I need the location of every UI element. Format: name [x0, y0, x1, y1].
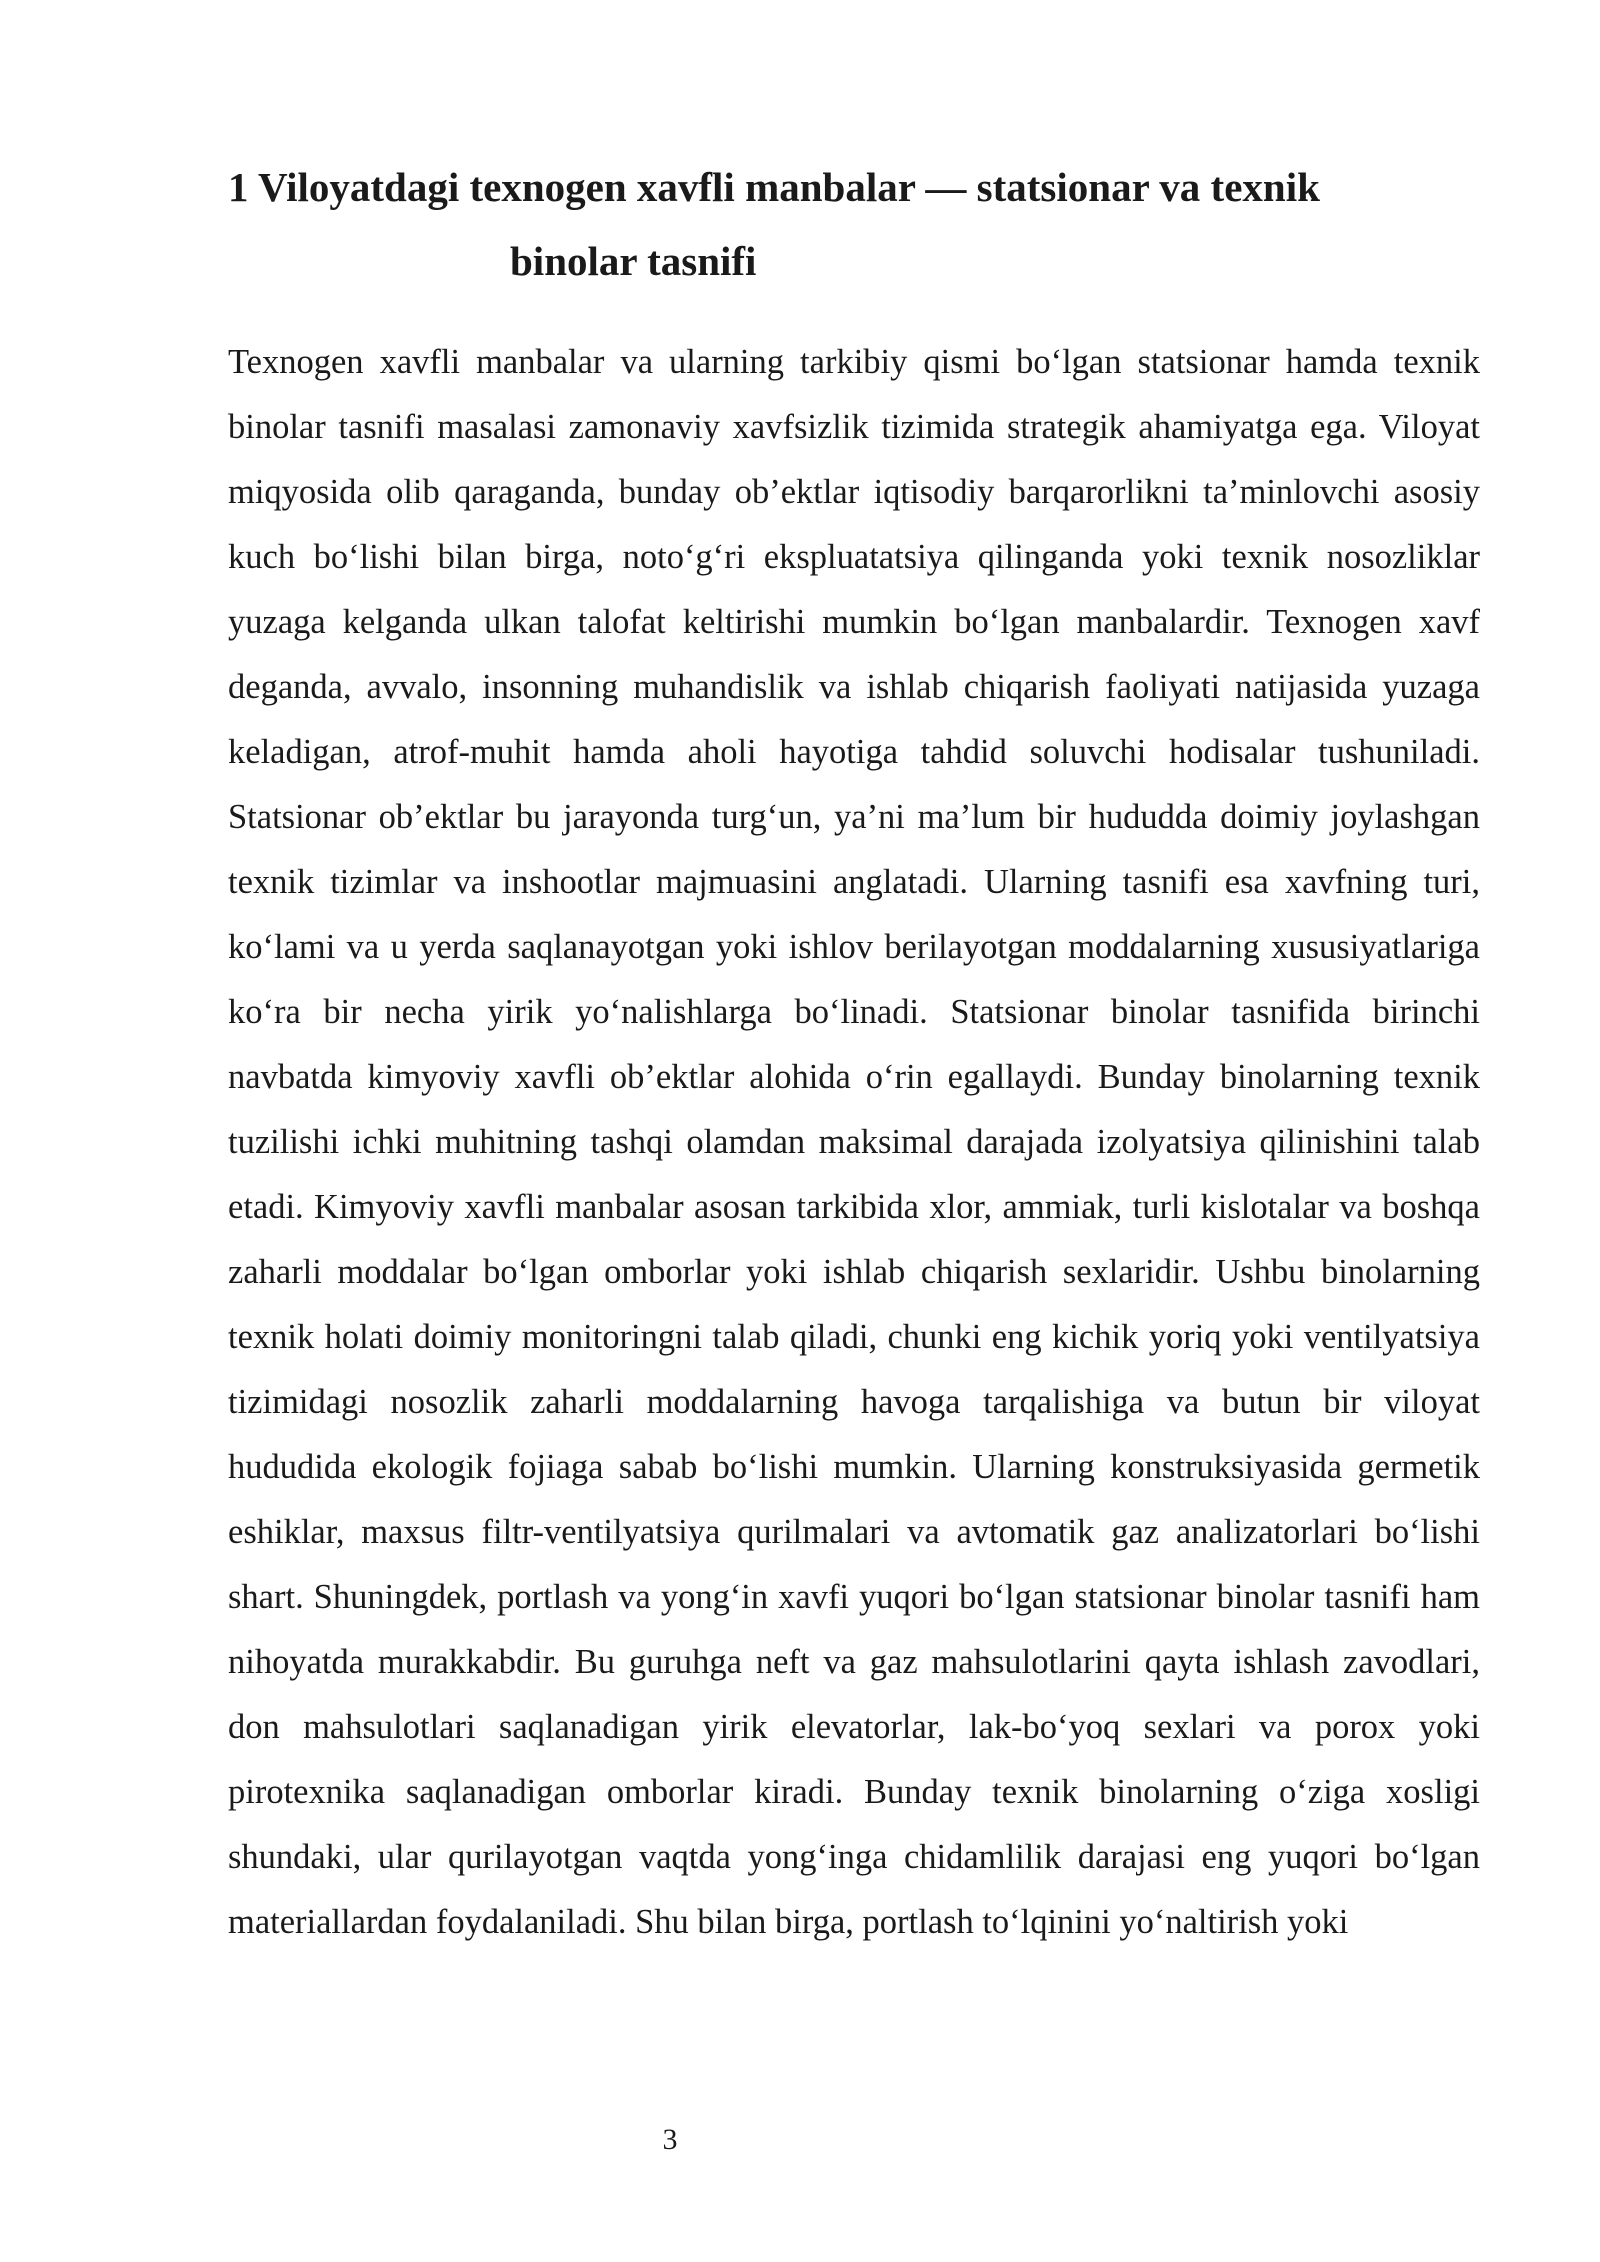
page-number: 3 [662, 2123, 678, 2156]
body-paragraph: Texnogen xavfli manbalar va ularning tarkibiy qismi bo‘lgan statsionar hamda texnik binolar tasnifi masalasi zamonaviy xavfsizlik tizimida strategik ahamiyatga ega. Viloyat miqyosida olib qaraganda, bunday ob’ektlar iqtisodiy barqarorlikni ta’minlovchi asosiy kuch bo‘lishi bilan birga, noto‘g‘ri ekspluatatsiya qilinganda yoki texnik nosozliklar yuzaga kelganda ulkan talofat keltirishi mumkin bo‘lgan manbalardir. Texnogen xavf deganda, avvalo, insonning muhandislik va ishlab chiqarish faoliyati natijasida yuzaga keladigan, atrof-muhit hamda aholi hayotiga tahdid soluvchi hodisalar tushuniladi. Statsionar ob’ektlar bu jarayonda turg‘un, ya’ni ma’lum bir hududda doimiy joylashgan texnik tizimlar va inshootlar majmuasini anglatadi. Ularning tasnifi esa xavfning turi, ko‘lami va u yerda saqlanayotgan yoki ishlov berilayotgan moddalarning xususiyatlariga ko‘ra bir necha yirik yo‘nalishlarga bo‘linadi. Statsionar binolar tasnifida birinchi navbatda kimyoviy xavfli ob’ektlar alohida o‘rin egallaydi. Bunday binolarning texnik tuzilishi ichki muhitning tashqi olamdan maksimal darajada izolyatsiya qilinishini talab etadi. Kimyoviy xavfli manbalar asosan tarkibida xlor, ammiak, turli kislotalar va boshqa zaharli moddalar bo‘lgan omborlar yoki ishlab chiqarish sexlaridir. Ushbu binolarning texnik holati doimiy monitoringni talab qiladi, chunki eng kichik yoriq yoki ventilyatsiya tizimidagi nosozlik zaharli moddalarning havoga tarqalishiga va butun bir viloyat hududida ekologik fojiaga sabab bo‘lishi mumkin. Ularning konstruksiyasida germetik eshiklar, maxsus filtr-ventilyatsiya qurilmalari va avtomatik gaz analizatorlari bo‘lishi shart. Shuningdek, portlash va yong‘in xavfi yuqori bo‘lgan statsionar binolar tasnifi ham nihoyatda murakkabdir. Bu guruhga neft va gaz mahsulotlarini qayta ishlash zavodlari, don mahsulotlari saqlanadigan yirik elevatorlar, lak-bo‘yoq sexlari va porox yoki pirotexnika saqlanadigan omborlar kiradi. Bunday texnik binolarning o‘ziga xosligi shundaki, ular qurilayotgan vaqtda yong‘inga chidamlilik darajasi eng yuqori bo‘lgan materiallardan foydalaniladi. Shu bilan birga, portlash to‘lqinini yo‘naltirish yoki [228, 343, 1480, 1941]
section-heading-line-1: 1 Viloyatdagi texnogen xavfli manbalar — statsionar va texnik [228, 164, 1320, 210]
section-heading-line-2: binolar tasnifi [510, 238, 757, 284]
section-heading [228, 150, 1528, 298]
